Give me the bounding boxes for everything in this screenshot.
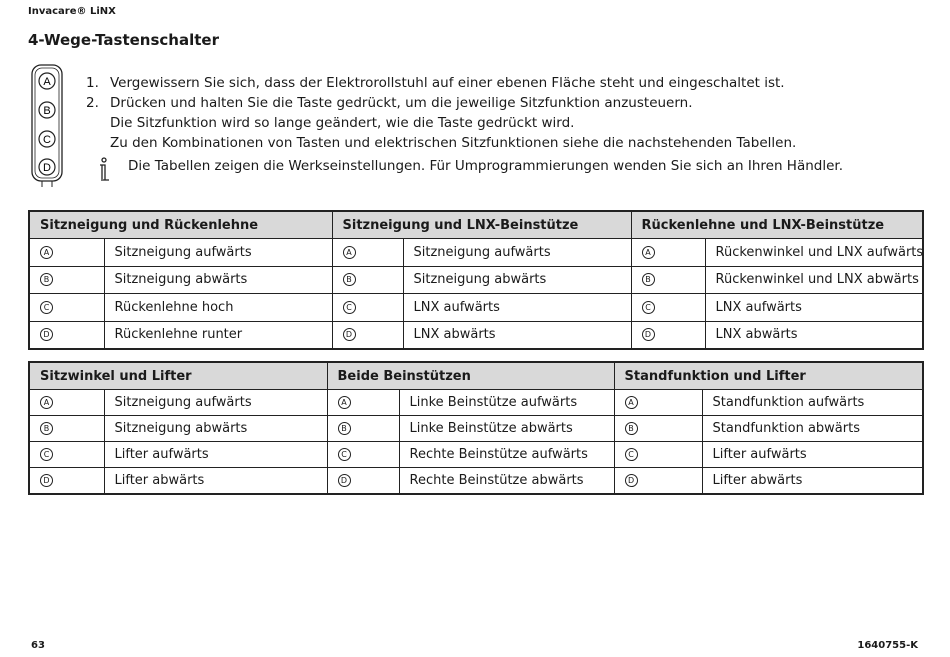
function-cell: Sitzneigung abwärts	[104, 416, 327, 442]
document-id: 1640755-K	[857, 640, 918, 651]
section-title: 4-Wege-Tastenschalter	[28, 31, 219, 49]
table-header: Sitzneigung und Rückenlehne	[29, 211, 332, 239]
button-key-icon: D	[338, 474, 351, 487]
button-key-icon: C	[625, 448, 638, 461]
button-key-icon: D	[642, 328, 655, 341]
button-key-cell	[29, 416, 104, 442]
button-key-cell	[332, 239, 403, 267]
button-key-icon: A	[343, 246, 356, 259]
step-text: Drücken und halten Sie die Taste gedrückt, um die jeweilige Sitzfunktion anzusteuern.	[110, 94, 693, 111]
function-cell: Rückenlehne runter	[104, 321, 332, 349]
button-key-cell	[29, 239, 104, 267]
function-cell: LNX aufwärts	[705, 294, 923, 322]
switch-button-b-icon	[39, 102, 55, 118]
function-cell: Sitzneigung aufwärts	[104, 390, 327, 416]
button-key-icon: B	[338, 422, 351, 435]
button-key-icon: D	[343, 328, 356, 341]
table-row	[29, 321, 923, 349]
button-key-cell	[614, 468, 702, 495]
step-number: 2.	[86, 94, 99, 111]
table-header: Rückenlehne und LNX-Beinstütze	[631, 211, 923, 239]
table-header: Sitzneigung und LNX-Beinstütze	[332, 211, 631, 239]
button-key-icon: D	[40, 328, 53, 341]
function-cell: LNX abwärts	[705, 321, 923, 349]
info-icon	[96, 157, 112, 183]
button-key-icon: A	[40, 246, 53, 259]
table-row	[29, 442, 923, 468]
function-cell: Linke Beinstütze abwärts	[399, 416, 614, 442]
table-header: Standfunktion und Lifter	[614, 362, 923, 390]
button-key-icon: A	[642, 246, 655, 259]
button-key-cell	[29, 390, 104, 416]
function-cell: Lifter aufwärts	[702, 442, 923, 468]
svg-text:D: D	[43, 162, 51, 174]
button-key-cell	[332, 294, 403, 322]
button-key-cell	[29, 321, 104, 349]
button-key-cell	[29, 442, 104, 468]
button-key-icon: D	[625, 474, 638, 487]
function-cell: Standfunktion abwärts	[702, 416, 923, 442]
button-key-cell	[614, 442, 702, 468]
function-cell: Lifter abwärts	[702, 468, 923, 495]
button-key-cell	[631, 239, 705, 267]
function-cell: Rückenwinkel und LNX abwärts	[705, 266, 923, 294]
table-header: Beide Beinstützen	[327, 362, 614, 390]
function-cell: Sitzneigung aufwärts	[403, 239, 631, 267]
function-cell: Rechte Beinstütze aufwärts	[399, 442, 614, 468]
step-continuation: Die Sitzfunktion wird so lange geändert, wie die Taste gedrückt wird.	[110, 115, 575, 131]
step-item	[86, 74, 785, 94]
button-key-cell	[614, 416, 702, 442]
button-key-cell	[332, 266, 403, 294]
table-row	[29, 416, 923, 442]
button-key-icon: C	[642, 301, 655, 314]
button-key-cell	[327, 442, 399, 468]
button-key-cell	[327, 416, 399, 442]
button-key-icon: A	[338, 396, 351, 409]
info-note-text: Die Tabellen zeigen die Werkseinstellungen. Für Umprogrammierungen wenden Sie sich an Ihren Händler.	[128, 158, 844, 174]
step-continuation: Zu den Kombinationen von Tasten und elektrischen Sitzfunktionen siehe die nachstehenden Tabellen.	[110, 135, 797, 151]
table-header: Sitzwinkel und Lifter	[29, 362, 327, 390]
function-cell: LNX aufwärts	[403, 294, 631, 322]
button-key-icon: A	[40, 396, 53, 409]
four-way-switch-illustration	[31, 64, 63, 188]
button-key-cell	[29, 266, 104, 294]
function-cell: Standfunktion aufwärts	[702, 390, 923, 416]
svg-text:B: B	[43, 105, 51, 117]
button-key-icon: C	[40, 301, 53, 314]
button-key-cell	[327, 390, 399, 416]
button-key-cell	[29, 468, 104, 495]
button-key-cell	[332, 321, 403, 349]
info-note	[96, 157, 844, 187]
button-key-icon: B	[40, 422, 53, 435]
function-cell: Rückenlehne hoch	[104, 294, 332, 322]
function-cell: Rückenwinkel und LNX aufwärts	[705, 239, 923, 267]
button-key-icon: D	[40, 474, 53, 487]
function-cell: Lifter abwärts	[104, 468, 327, 495]
header-brand: Invacare® LiNX	[28, 6, 116, 17]
button-key-icon: C	[343, 301, 356, 314]
button-key-cell	[631, 294, 705, 322]
svg-text:A: A	[43, 76, 51, 88]
button-key-cell	[327, 468, 399, 495]
table-header-row	[29, 211, 923, 239]
button-key-icon: B	[40, 273, 53, 286]
table-row	[29, 294, 923, 322]
step-number: 1.	[86, 75, 99, 91]
button-key-icon: B	[343, 273, 356, 286]
table-row	[29, 266, 923, 294]
function-cell: Linke Beinstütze aufwärts	[399, 390, 614, 416]
page-number: 63	[31, 640, 45, 651]
button-key-cell	[614, 390, 702, 416]
function-cell: Sitzneigung abwärts	[104, 266, 332, 294]
table-header-row	[29, 362, 923, 390]
switch-button-d-icon	[39, 159, 55, 175]
button-key-icon: C	[338, 448, 351, 461]
button-key-icon: A	[625, 396, 638, 409]
button-key-icon: B	[642, 273, 655, 286]
function-table-2	[28, 361, 924, 495]
function-cell: Rechte Beinstütze abwärts	[399, 468, 614, 495]
step-item	[86, 94, 785, 114]
button-key-icon: C	[40, 448, 53, 461]
function-cell: Sitzneigung abwärts	[403, 266, 631, 294]
table-row	[29, 468, 923, 495]
function-cell: Lifter aufwärts	[104, 442, 327, 468]
switch-button-a-icon	[39, 73, 55, 89]
button-key-cell	[631, 321, 705, 349]
table-row	[29, 390, 923, 416]
button-key-cell	[29, 294, 104, 322]
button-key-cell	[631, 266, 705, 294]
svg-text:C: C	[43, 134, 51, 146]
switch-button-c-icon	[39, 131, 55, 147]
step-text: Vergewissern Sie sich, dass der Elektrorollstuhl auf einer ebenen Fläche steht und eingeschaltet ist.	[110, 75, 785, 91]
button-key-icon: B	[625, 422, 638, 435]
function-cell: LNX abwärts	[403, 321, 631, 349]
function-table-1	[28, 210, 924, 350]
table-row	[29, 239, 923, 267]
function-cell: Sitzneigung aufwärts	[104, 239, 332, 267]
instruction-steps	[86, 74, 785, 113]
